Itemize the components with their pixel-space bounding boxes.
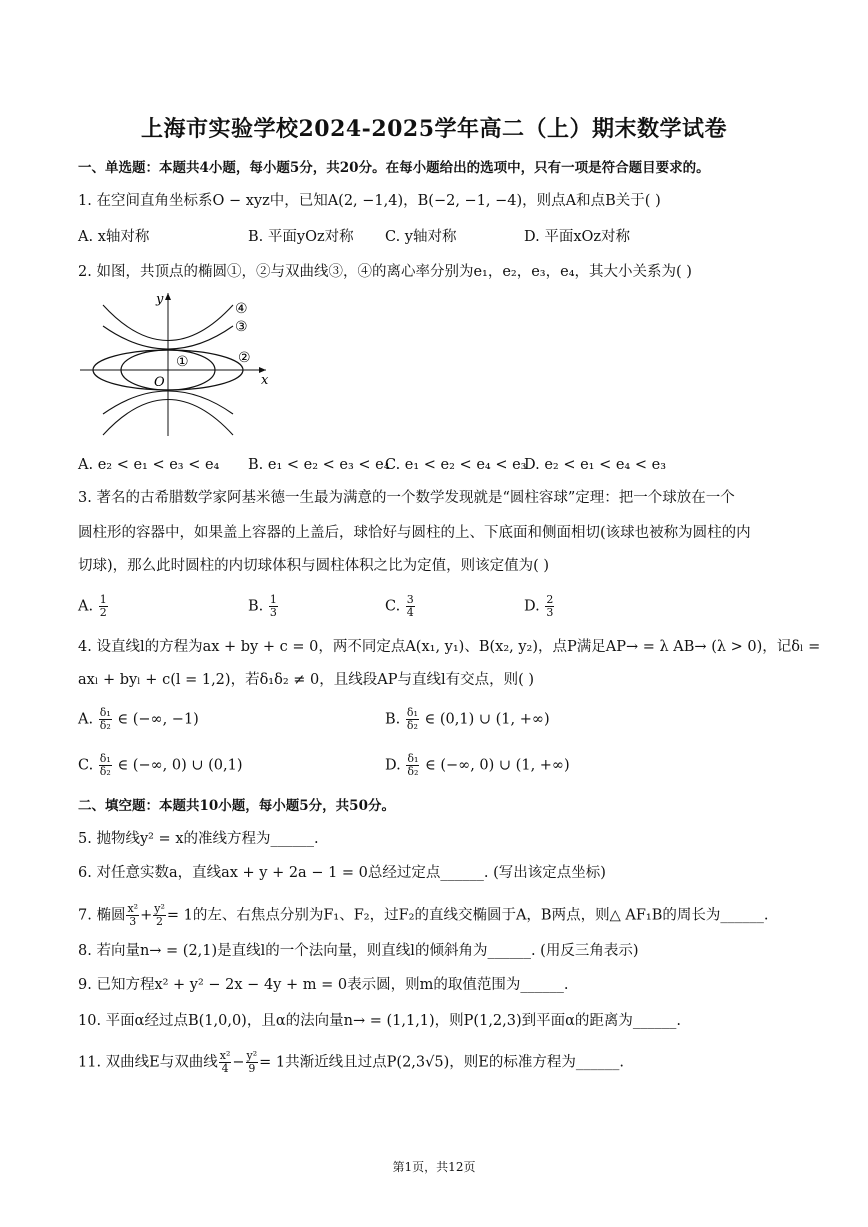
q1-option-d: D. 平面xOz对称 xyxy=(524,229,631,245)
question-6: 6. 对任意实数a，直线ax + y + 2a − 1 = 0总经过定点______. (写出该定点坐标) xyxy=(78,865,606,881)
y-axis-arrow xyxy=(165,293,171,300)
question-3-line-1: 3. 著名的古希腊数学家阿基米德一生最为满意的一个数学发现就是“圆柱容球”定理：把一个球放在一个 xyxy=(78,490,735,506)
question-7: 7. 椭圆 $\frac{\text{x²}}{3}$ + $\frac{\text{y²}}{2}$ = 1的左、右焦点分别为F₁、F₂，过F₂的直线交椭圆于A，B两点，则△ AF₁B的周长为______. xyxy=(78,902,769,928)
label-origin: O xyxy=(154,375,165,390)
q4-option-b: B. $\frac{\text{δ₁}}{\text{δ₂}}$ ∈ (0,1) ∪ (1, +∞) xyxy=(385,706,550,732)
conic-figure xyxy=(78,288,278,438)
label-y: y xyxy=(156,292,164,307)
question-11: 11. 双曲线E与双曲线 $\frac{\text{x²}}{4}$ − $\frac{\text{y²}}{9}$ = 1共渐近线且过点P(2,3√5)，则E的标准方程为______. xyxy=(78,1049,624,1075)
question-3-line-2: 圆柱形的容器中，如果盖上容器的上盖后，球恰好与圆柱的上、下底面和侧面相切(该球也被称为圆柱的内 xyxy=(78,525,751,541)
q4-option-a: A. $\frac{\text{δ₁}}{\text{δ₂}}$ ∈ (−∞, −1) xyxy=(78,706,199,732)
page-footer: 第1页，共12页 xyxy=(392,1160,476,1174)
q3-option-b: B. $\frac{1}{3}$ xyxy=(248,593,277,619)
q2-option-d: D. e₂ < e₁ < e₄ < e₃ xyxy=(524,457,667,473)
question-4-line-2: axₗ + byₗ + c(l = 1,2)，若δ₁δ₂ ≠ 0，且线段AP与直线l有交点，则( ) xyxy=(78,672,535,688)
label-1: ① xyxy=(176,354,189,370)
label-4: ④ xyxy=(235,301,248,317)
label-x: x xyxy=(261,373,269,388)
q3-option-d: D. $\frac{2}{3}$ xyxy=(524,593,554,619)
q2-option-b: B. e₁ < e₂ < e₃ < e₄ xyxy=(248,457,390,473)
q1-option-c: C. y轴对称 xyxy=(385,229,457,245)
q2-option-a: A. e₂ < e₁ < e₃ < e₄ xyxy=(78,457,220,473)
label-2: ② xyxy=(238,350,251,366)
question-4-line-1: 4. 设直线l的方程为ax + by + c = 0，两不同定点A(x₁, y₁)、B(x₂, y₂)，点P满足AP→ = λ AB→ (λ > 0)，记δₗ = xyxy=(78,639,821,655)
q2-option-c: C. e₁ < e₂ < e₄ < e₃ xyxy=(385,457,527,473)
question-5: 5. 抛物线y² = x的准线方程为______. xyxy=(78,831,319,847)
page-title: 上海市实验学校2024-2025学年高二（上）期末数学试卷 xyxy=(140,116,728,142)
q3-option-c: C. $\frac{3}{4}$ xyxy=(385,593,414,619)
question-2-stem: 2. 如图，共顶点的椭圆①，②与双曲线③，④的离心率分别为e₁，e₂，e₃，e₄，其大小关系为( ) xyxy=(78,264,692,280)
q1-option-a: A. x轴对称 xyxy=(78,229,150,245)
question-3-line-3: 切球)，那么此时圆柱的内切球体积与圆柱体积之比为定值，则该定值为( ) xyxy=(78,558,550,574)
section-heading-single-choice: 一、单选题：本题共4小题，每小题5分，共20分。在每小题给出的选项中，只有一项是符合题目要求的。 xyxy=(78,160,710,176)
q4-option-d: D. $\frac{\text{δ₁}}{\text{δ₂}}$ ∈ (−∞, 0) ∪ (1, +∞) xyxy=(385,752,570,778)
question-1-stem: 1. 在空间直角坐标系O − xyz中，已知A(2, −1,4)，B(−2, −1, −4)，则点A和点B关于( ) xyxy=(78,193,661,209)
q3-option-a: A. $\frac{1}{2}$ xyxy=(78,593,107,619)
section-heading-fill-blank: 二、填空题：本题共10小题，每小题5分，共50分。 xyxy=(78,798,395,814)
question-9: 9. 已知方程x² + y² − 2x − 4y + m = 0表示圆，则m的取值范围为______. xyxy=(78,977,569,993)
label-3: ③ xyxy=(235,319,248,335)
q1-option-b: B. 平面yOz对称 xyxy=(248,229,354,245)
question-8: 8. 若向量n→ = (2,1)是直线l的一个法向量，则直线l的倾斜角为______. (用反三角表示) xyxy=(78,943,639,959)
question-10: 10. 平面α经过点B(1,0,0)，且α的法向量n→ = (1,1,1)，则P(1,2,3)到平面α的距离为______. xyxy=(78,1013,682,1029)
q4-option-c: C. $\frac{\text{δ₁}}{\text{δ₂}}$ ∈ (−∞, 0) ∪ (0,1) xyxy=(78,752,243,778)
